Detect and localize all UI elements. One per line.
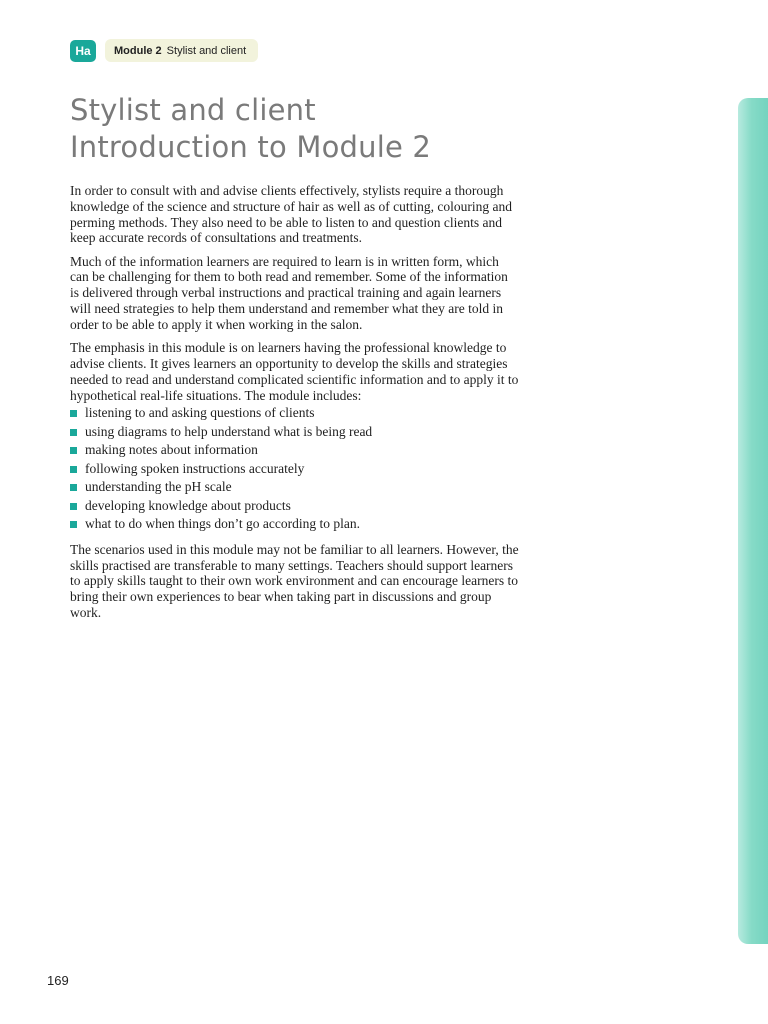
square-bullet-icon	[70, 466, 77, 473]
list-item	[70, 405, 520, 424]
module-header-pill	[105, 39, 258, 62]
list-item	[70, 442, 520, 461]
list-item-text: using diagrams to help understand what is being read	[85, 423, 373, 439]
list-item-text: listening to and asking questions of clients	[85, 405, 315, 421]
decorative-side-tab	[738, 98, 768, 944]
list-item-text: developing knowledge about products	[85, 497, 291, 513]
closing-paragraph: The scenarios used in this module may not be familiar to all learners. However, the skills practised are transferable to many settings. Teachers should support learners to apply skills taught to their own work environment and can encourage learners to bring their own experiences to bear when taking part in discussions and group work.	[70, 541, 519, 621]
list-item	[70, 516, 520, 535]
page-title-line-2: Introduction to Module 2	[70, 130, 432, 164]
body-text	[70, 183, 520, 628]
list-item	[70, 479, 520, 498]
running-header	[70, 39, 258, 62]
square-bullet-icon	[70, 503, 77, 510]
square-bullet-icon	[70, 447, 77, 454]
paragraph: In order to consult with and advise clients effectively, stylists require a thorough knowledge of the science and structure of hair as well as of cutting, colouring and perming methods. They also need to be able to listen to and question clients and keep accurate records of consultations and treatments.	[70, 183, 512, 246]
page-title	[70, 92, 431, 166]
square-bullet-icon	[70, 521, 77, 528]
square-bullet-icon	[70, 410, 77, 417]
list-item-text: understanding the pH scale	[85, 479, 232, 495]
list-item-text: making notes about information	[85, 442, 258, 458]
list-item	[70, 461, 520, 480]
list-item	[70, 498, 520, 517]
square-bullet-icon	[70, 484, 77, 491]
module-title: Stylist and client	[166, 44, 247, 57]
paragraph: The emphasis in this module is on learners having the professional knowledge to advise clients. It gives learners an opportunity to develop the skills and strategies needed to read and understand complicated scientific information and to apply it to hypothetical real-life situations. The module includes:	[70, 340, 519, 403]
list-item-text: following spoken instructions accurately	[85, 460, 305, 476]
list-item-text: what to do when things don’t go according to plan.	[85, 516, 360, 532]
module-label: Module 2	[114, 44, 162, 57]
paragraph: Much of the information learners are required to learn is in written form, which can be challenging for them to both read and remember. Some of the information is delivered through verbal instructions and practical training and again learners will need strategies to help them understand and remember what they are told in order to be able to apply it when working in the salon.	[70, 253, 508, 332]
square-bullet-icon	[70, 429, 77, 436]
series-logo-badge: Ha	[70, 40, 96, 62]
page-number: 169	[47, 973, 69, 988]
module-topics-list	[70, 405, 520, 535]
page-title-line-1: Stylist and client	[70, 93, 316, 127]
list-item	[70, 424, 520, 443]
